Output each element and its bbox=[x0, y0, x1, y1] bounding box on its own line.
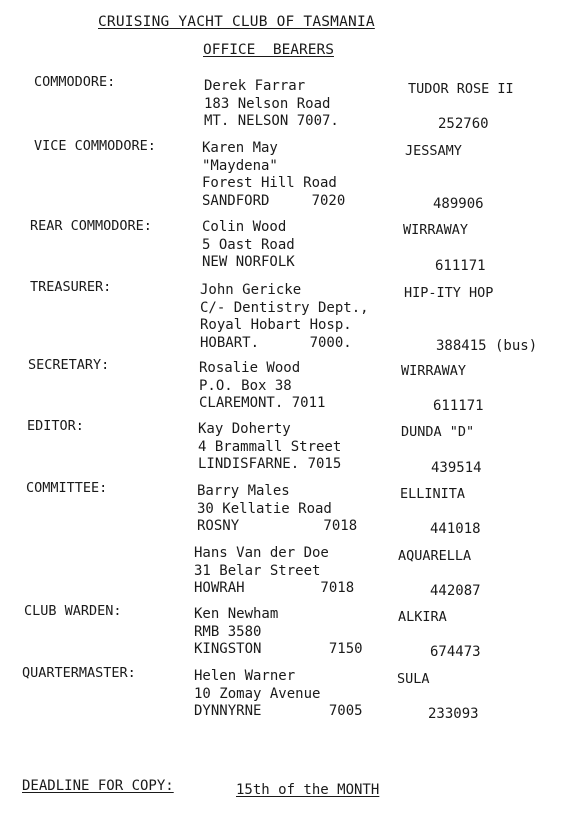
entry-line: Helen Warner bbox=[194, 668, 296, 684]
yacht-name: TUDOR ROSE II bbox=[408, 81, 514, 97]
deadline-label: DEADLINE FOR COPY: bbox=[22, 778, 174, 794]
yacht-name: WIRRAWAY bbox=[401, 363, 467, 379]
entry-line: Colin Wood bbox=[202, 219, 287, 235]
entry-quartermaster-address bbox=[194, 668, 363, 721]
entry-line: 10 Zomay Avenue bbox=[194, 685, 321, 702]
entry-line: CLAREMONT. 7011 bbox=[199, 395, 326, 411]
phone-number: 439514 bbox=[431, 460, 482, 476]
entry-line: 5 Oast Road bbox=[202, 236, 295, 253]
entry-line: Karen May bbox=[202, 140, 278, 156]
entry-committee-2-address bbox=[194, 545, 354, 598]
entry-club-warden-address bbox=[194, 606, 363, 659]
role-rear-commodore: REAR COMMODORE: bbox=[30, 218, 152, 234]
phone-number: 252760 bbox=[438, 116, 489, 132]
entry-line: 31 Belar Street bbox=[194, 562, 321, 579]
phone-number: 611171 bbox=[433, 398, 484, 414]
entry-rear-commodore-address bbox=[202, 219, 295, 272]
entry-line: Hans Van der Doe bbox=[194, 545, 329, 561]
entry-line: Rosalie Wood bbox=[199, 360, 301, 376]
entry-commodore-address bbox=[204, 78, 339, 131]
role-committee: COMMITTEE: bbox=[26, 480, 108, 496]
entry-secretary-address bbox=[199, 360, 325, 413]
phone-number: 388415 (bus) bbox=[436, 338, 538, 354]
role-club-warden: CLUB WARDEN: bbox=[24, 603, 122, 619]
deadline-value: 15th of the MONTH bbox=[236, 782, 380, 798]
role-treasurer: TREASURER: bbox=[30, 279, 112, 295]
yacht-name: DUNDA "D" bbox=[401, 424, 475, 440]
yacht-name: ALKIRA bbox=[398, 609, 447, 625]
entry-vice-commodore-address bbox=[202, 140, 345, 210]
phone-number: 674473 bbox=[430, 644, 481, 660]
phone-number: 442087 bbox=[430, 583, 481, 599]
yacht-name: JESSAMY bbox=[405, 143, 462, 159]
yacht-name: HIP-ITY HOP bbox=[404, 285, 494, 301]
phone-number: 611171 bbox=[435, 258, 486, 274]
entry-committee-address bbox=[197, 483, 357, 536]
entry-line: LINDISFARNE. 7015 bbox=[198, 456, 342, 472]
entry-line: Barry Males bbox=[197, 483, 290, 499]
yacht-name: AQUARELLA bbox=[398, 548, 472, 564]
entry-line: Kay Doherty bbox=[198, 421, 291, 437]
entry-line: RMB 3580 bbox=[194, 623, 262, 640]
document-title: CRUISING YACHT CLUB OF TASMANIA bbox=[98, 14, 375, 30]
entry-treasurer-address bbox=[200, 282, 369, 352]
role-commodore: COMMODORE: bbox=[34, 74, 116, 90]
role-vice-commodore: VICE COMMODORE: bbox=[34, 138, 156, 154]
entry-line: Ken Newham bbox=[194, 606, 279, 622]
entry-line: Royal Hobart Hosp. bbox=[200, 317, 352, 333]
yacht-name: ELLINITA bbox=[400, 486, 466, 502]
entry-line: ROSNY 7018 bbox=[197, 518, 358, 534]
entry-line: Forest Hill Road bbox=[202, 175, 337, 191]
entry-line: 30 Kellatie Road bbox=[197, 500, 332, 517]
yacht-name: SULA bbox=[397, 671, 430, 687]
entry-line: "Maydena" bbox=[202, 157, 278, 174]
entry-line: 183 Nelson Road bbox=[204, 95, 331, 112]
phone-number: 441018 bbox=[430, 521, 481, 537]
entry-line: P.O. Box 38 bbox=[199, 377, 292, 394]
entry-line: HOWRAH 7018 bbox=[194, 580, 355, 596]
yacht-name: WIRRAWAY bbox=[403, 222, 469, 238]
entry-line: KINGSTON 7150 bbox=[194, 641, 363, 657]
role-editor: EDITOR: bbox=[27, 418, 84, 434]
phone-number: 489906 bbox=[433, 196, 484, 212]
entry-line: John Gericke bbox=[200, 282, 302, 298]
entry-line: Derek Farrar bbox=[204, 78, 306, 94]
entry-editor-address bbox=[198, 421, 341, 474]
entry-line: HOBART. 7000. bbox=[200, 334, 352, 351]
entry-line: C/- Dentistry Dept., bbox=[200, 299, 369, 316]
document-subtitle: OFFICE BEARERS bbox=[203, 42, 334, 58]
role-secretary: SECRETARY: bbox=[28, 357, 110, 373]
entry-line: NEW NORFOLK bbox=[202, 254, 295, 270]
entry-line: SANDFORD 7020 bbox=[202, 192, 346, 209]
entry-line: MT. NELSON 7007. bbox=[204, 113, 339, 129]
role-quartermaster: QUARTERMASTER: bbox=[22, 665, 136, 681]
entry-line: 4 Brammall Street bbox=[198, 438, 342, 455]
phone-number: 233093 bbox=[428, 706, 479, 722]
entry-line: DYNNYRNE 7005 bbox=[194, 703, 363, 719]
